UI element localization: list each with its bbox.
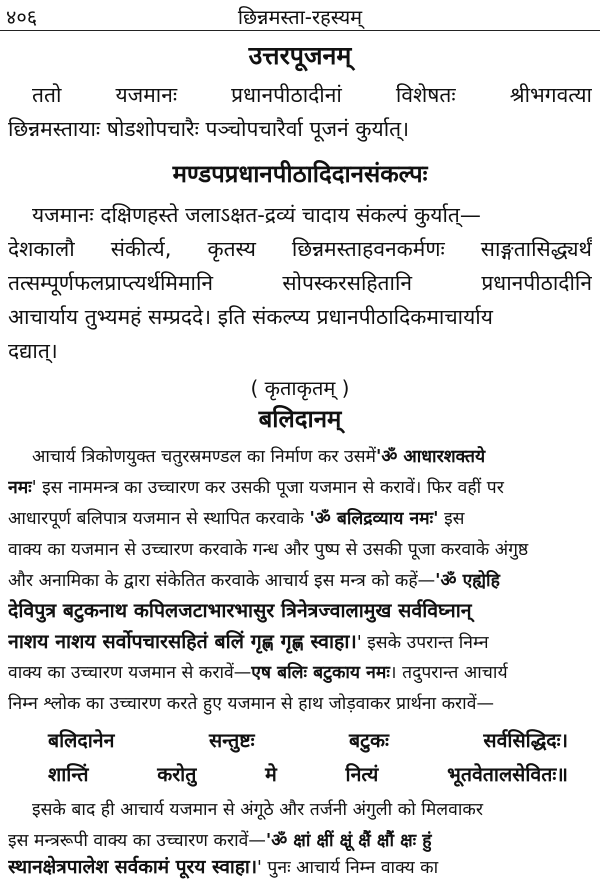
uttara-line-1 [8,78,592,112]
text: आधारपूर्ण बलिपात्र यजमान से स्थापित करवाके [8,509,304,529]
bali-line-7 [8,625,592,660]
mantra: स्थानक्षेत्रपालेश सर्वकामं पूरय स्वाहा। [8,856,258,878]
bali-line-6: देविपुत्र बटुकनाथ कपिलजटाभारभासुर त्रिनेत्रज्वालामुख सर्वविघ्नान् [8,599,472,622]
word: छिन्नमस्ताहवनकर्मणः [291,237,445,261]
bali-line-5 [8,564,592,598]
mantra: नमः [8,478,32,498]
mandapa-line-5: दद्यात्। [8,339,58,363]
bali-line-8 [8,656,592,690]
page-number: ४०६ [6,5,38,29]
word: श्रीभगवत्या [509,83,592,107]
word: विशेषतः [395,83,456,107]
word: मे [265,763,277,786]
word: प्रधानपीठादीनि [481,271,592,295]
bali-line-2 [8,471,592,505]
word: साङ्गतासिद्ध्यर्थं [480,237,592,261]
word: कृतस्य [207,237,256,261]
verse-line-1 [8,724,568,758]
mantra: 'ॐ आधारशक्तये [375,447,486,467]
bali-line-4: वाक्य का यजमान से उच्चारण करवाके गन्ध और पुष्प से उसकी पूजा करवाके अंगुष्ठ [8,540,529,560]
mandapa-line-3 [8,266,592,300]
bali-line-12 [8,850,592,885]
bali-line-9: निम्न श्लोक का उच्चारण करते हुए यजमान से हाथ जोड़वाकर प्रार्थना करावें— [8,694,494,714]
uttara-line-2: छिन्नमस्तायाः षोडशोपचारैः पञ्चोपचारैर्वा पूजनं कुर्यात्। [8,117,410,141]
word: सोपस्करसहितानि [282,271,413,295]
word: बलिदानेन [48,729,115,752]
bali-line-1 [8,440,592,474]
text: । तदुपरान्त आचार्य [389,663,508,683]
word: शान्तिं [48,763,89,786]
bali-line-3 [8,502,592,536]
word: बटुकः [349,729,389,752]
section-heading-balidanam: बलिदानम् [258,405,342,433]
word: यजमानः [115,83,178,107]
bali-line-10: इसके बाद ही आचार्य यजमान से अंगूठे और तर्जनी अंगुली को मिलवाकर [32,800,484,820]
text: और अनामिका के द्वारा संकेतित करवाके आचार्य इस मन्त्र को कहें— [8,571,436,591]
word: सर्वसिद्धिदः। [483,729,568,752]
mantra: एष बलिः बटुकाय नमः [251,663,390,683]
mandapa-line-1: यजमानः दक्षिणहस्ते जलाऽक्षत-द्रव्यं चादाय संकल्पं कुर्यात्— [32,203,481,227]
mandapa-line-2 [8,232,592,266]
text: इस मन्त्ररूपी वाक्य का उच्चारण करावें— [8,831,266,851]
running-title: छिन्नमस्ता-रहस्यम् [237,5,363,29]
word: भूतवेतालसेवितः॥ [447,763,568,786]
word: ततो [32,83,62,107]
word: देशकालौ [8,237,75,261]
text: ' इस नाममन्त्र का उच्चारण कर उसकी पूजा यजमान से करावें। फिर वहीं पर [31,478,504,498]
section-heading-mandapa-sankalpa: मण्डपप्रधानपीठादिदानसंकल्पः [172,160,428,188]
mantra: 'ॐ एह्येहि [435,571,500,591]
page-header [0,0,600,31]
word: नित्यं [345,763,379,786]
mantra: नाशय नाशय सर्वोपचारसहितं बलिं गृह्ण गृह्ण स्वाहा। [8,630,357,653]
text: वाक्य का उच्चारण यजमान से करावें— [8,663,252,683]
word: संकीर्त्य, [110,237,172,261]
verse-line-2 [8,758,568,792]
word: सन्तुष्टः [208,729,255,752]
text: ' पुनः आचार्य निम्न वाक्य का [257,858,439,878]
mantra: 'ॐ बलिद्रव्याय नमः' [309,509,439,529]
word: प्रधानपीठादीनां [231,83,342,107]
mandapa-line-4: आचार्याय तुभ्यमहं सम्प्रददे। इति संकल्प्य प्रधानपीठादिकमाचार्याय [8,305,493,329]
text: इस [438,509,465,529]
mantra: 'ॐ क्षां क्षीं क्षूं क्षैं क्षौं क्षः हुं [265,831,432,851]
section-subheading-kritakritam: ( कृताकृतम् ) [250,376,350,400]
text: ' इसके उपरान्त निम्न [356,633,489,653]
word: करोतु [157,763,197,786]
section-heading-uttarapujanam: उत्तरपूजनम् [248,41,352,70]
text: आचार्य त्रिकोणयुक्त चतुरस्रमण्डल का निर्माण कर उसमें [32,447,376,467]
word: तत्सम्पूर्णफलप्राप्त्यर्थमिमानि [8,271,214,295]
